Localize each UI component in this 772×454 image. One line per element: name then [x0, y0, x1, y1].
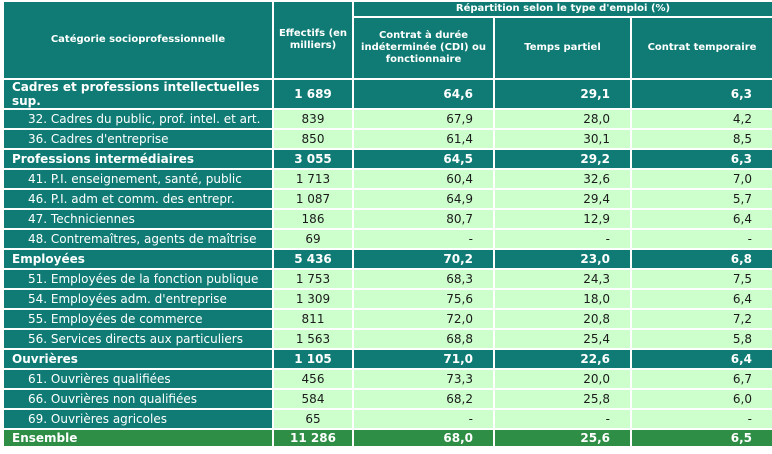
partial-cell: 24,3	[495, 270, 630, 288]
row-label: Cadres et professions intellectuelles sup.	[4, 80, 272, 108]
effectif-cell: 584	[274, 390, 352, 408]
table-row	[4, 270, 772, 288]
effectif-cell: 1 689	[274, 80, 352, 108]
row-label: 51. Employées de la fonction publique	[4, 270, 272, 288]
temporary-cell: 6,0	[632, 390, 772, 408]
effectif-cell: 3 055	[274, 150, 352, 168]
partial-cell: 20,8	[495, 310, 630, 328]
row-label: Professions intermédiaires	[4, 150, 272, 168]
header-col3: Contrat temporaire	[632, 18, 772, 78]
temporary-cell: 6,4	[632, 350, 772, 368]
effectif-cell: 1 105	[274, 350, 352, 368]
row-label: 36. Cadres d'entreprise	[4, 130, 272, 148]
effectif-cell: 1 753	[274, 270, 352, 288]
cdi-cell: 70,2	[354, 250, 493, 268]
cdi-cell: 64,6	[354, 80, 493, 108]
effectif-cell: 186	[274, 210, 352, 228]
cdi-cell: 68,3	[354, 270, 493, 288]
cdi-cell: -	[354, 230, 493, 248]
cdi-cell: 67,9	[354, 110, 493, 128]
table-body	[4, 80, 772, 446]
cdi-cell: 60,4	[354, 170, 493, 188]
effectif-cell: 69	[274, 230, 352, 248]
table-row	[4, 190, 772, 208]
temporary-cell: -	[632, 230, 772, 248]
cdi-cell: 73,3	[354, 370, 493, 388]
temporary-cell: 6,3	[632, 150, 772, 168]
temporary-cell: 6,8	[632, 250, 772, 268]
cdi-cell: 64,5	[354, 150, 493, 168]
effectif-cell: 811	[274, 310, 352, 328]
temporary-cell: -	[632, 410, 772, 428]
table-row	[4, 410, 772, 428]
partial-cell: 22,6	[495, 350, 630, 368]
temporary-cell: 6,4	[632, 290, 772, 308]
row-label: 48. Contremaîtres, agents de maîtrise	[4, 230, 272, 248]
category-row	[4, 150, 772, 168]
effectif-cell: 1 309	[274, 290, 352, 308]
row-label: 66. Ouvrières non qualifiées	[4, 390, 272, 408]
partial-cell: 25,6	[495, 430, 630, 446]
table-row	[4, 290, 772, 308]
cdi-cell: 72,0	[354, 310, 493, 328]
partial-cell: 20,0	[495, 370, 630, 388]
row-label: 46. P.I. adm et comm. des entrepr.	[4, 190, 272, 208]
effectif-cell: 11 286	[274, 430, 352, 446]
row-label: 47. Techniciennes	[4, 210, 272, 228]
cdi-cell: 61,4	[354, 130, 493, 148]
partial-cell: 32,6	[495, 170, 630, 188]
partial-cell: 12,9	[495, 210, 630, 228]
partial-cell: -	[495, 410, 630, 428]
row-label: 55. Employées de commerce	[4, 310, 272, 328]
temporary-cell: 4,2	[632, 110, 772, 128]
row-label: 69. Ouvrières agricoles	[4, 410, 272, 428]
effectif-cell: 65	[274, 410, 352, 428]
table-row	[4, 230, 772, 248]
header-col2: Temps partiel	[495, 18, 630, 78]
table-row	[4, 310, 772, 328]
row-label: Ouvrières	[4, 350, 272, 368]
table-row	[4, 210, 772, 228]
row-label: 32. Cadres du public, prof. intel. et art.	[4, 110, 272, 128]
temporary-cell: 7,2	[632, 310, 772, 328]
cdi-cell: 80,7	[354, 210, 493, 228]
header-group: Répartition selon le type d'emploi (%)	[354, 2, 772, 16]
temporary-cell: 5,8	[632, 330, 772, 348]
partial-cell: 25,4	[495, 330, 630, 348]
effectif-cell: 456	[274, 370, 352, 388]
total-row	[4, 430, 772, 446]
temporary-cell: 8,5	[632, 130, 772, 148]
temporary-cell: 6,3	[632, 80, 772, 108]
header-col1: Contrat à durée indéterminée (CDI) ou fonctionnaire	[354, 18, 493, 78]
partial-cell: 30,1	[495, 130, 630, 148]
partial-cell: 28,0	[495, 110, 630, 128]
effectif-cell: 1 713	[274, 170, 352, 188]
temporary-cell: 6,7	[632, 370, 772, 388]
cdi-cell: -	[354, 410, 493, 428]
effectif-cell: 839	[274, 110, 352, 128]
category-row	[4, 80, 772, 108]
cdi-cell: 75,6	[354, 290, 493, 308]
table-row	[4, 390, 772, 408]
cdi-cell: 71,0	[354, 350, 493, 368]
temporary-cell: 6,4	[632, 210, 772, 228]
row-label: 61. Ouvrières qualifiées	[4, 370, 272, 388]
cdi-cell: 64,9	[354, 190, 493, 208]
temporary-cell: 7,0	[632, 170, 772, 188]
header-category: Catégorie socioprofessionnelle	[4, 2, 272, 78]
temporary-cell: 6,5	[632, 430, 772, 446]
partial-cell: 29,1	[495, 80, 630, 108]
partial-cell: -	[495, 230, 630, 248]
row-label: 56. Services directs aux particuliers	[4, 330, 272, 348]
effectif-cell: 5 436	[274, 250, 352, 268]
cdi-cell: 68,2	[354, 390, 493, 408]
effectif-cell: 850	[274, 130, 352, 148]
effectif-cell: 1 087	[274, 190, 352, 208]
partial-cell: 23,0	[495, 250, 630, 268]
partial-cell: 29,4	[495, 190, 630, 208]
header-effectifs: Effectifs (en milliers)	[274, 2, 352, 78]
temporary-cell: 7,5	[632, 270, 772, 288]
row-label: Ensemble	[4, 430, 272, 446]
partial-cell: 18,0	[495, 290, 630, 308]
table-row	[4, 170, 772, 188]
row-label: 54. Employées adm. d'entreprise	[4, 290, 272, 308]
row-label: 41. P.I. enseignement, santé, public	[4, 170, 272, 188]
temporary-cell: 5,7	[632, 190, 772, 208]
row-label: Employées	[4, 250, 272, 268]
table-row	[4, 130, 772, 148]
category-row	[4, 350, 772, 368]
category-row	[4, 250, 772, 268]
effectif-cell: 1 563	[274, 330, 352, 348]
table-row	[4, 110, 772, 128]
partial-cell: 29,2	[495, 150, 630, 168]
cdi-cell: 68,8	[354, 330, 493, 348]
data-table	[2, 0, 772, 448]
table-row	[4, 330, 772, 348]
partial-cell: 25,8	[495, 390, 630, 408]
table-row	[4, 370, 772, 388]
cdi-cell: 68,0	[354, 430, 493, 446]
